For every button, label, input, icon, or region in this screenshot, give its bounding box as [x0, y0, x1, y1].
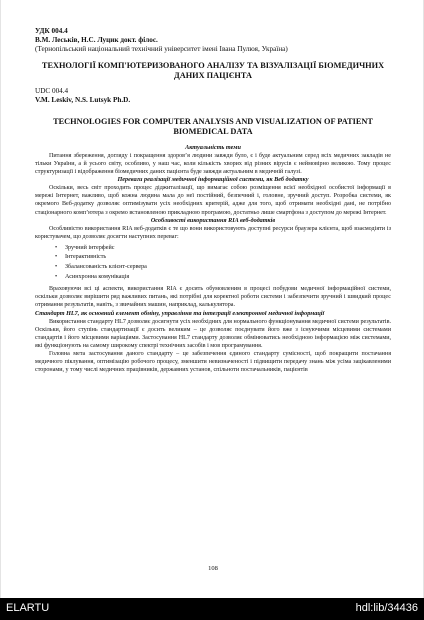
- paragraph-ria-intro: Особливістю використання RIA веб-додатків є те що вони використовують доступні ресурси браузера клієнта, щоб взаємодіяти із користувачем, що дозволяє досягти наступних переваг:: [35, 225, 391, 240]
- list-item: • Інтерактивність: [55, 253, 391, 263]
- list-item: • Збалансованість клієнт-сервера: [55, 263, 391, 273]
- list-item: • Асинхронна комунікація: [55, 273, 391, 283]
- bullet-icon: •: [55, 254, 58, 261]
- authors-ua: В.М. Леськів, Н.С. Луцик докт. філос.: [35, 36, 158, 44]
- udc-code-ua: УДК 004.4: [35, 27, 68, 35]
- repository-footer-bar: [0, 598, 424, 620]
- bullet-icon: •: [55, 244, 58, 251]
- section-heading-hl7: Стандарт HL7, як основний елемент обміну, управління та інтеграції електронної медичної інформації: [35, 309, 325, 317]
- section-heading-web-app: Переваги реалізації медичної інформаційної системи, як Веб додатку: [117, 176, 309, 184]
- bullet-icon: •: [55, 273, 58, 280]
- article-content: [35, 27, 391, 374]
- repository-name: ELARTU: [6, 602, 50, 614]
- ria-advantages-list: [55, 244, 391, 282]
- paragraph-relevance: Питання збереження, догляду і покращення здоров’я людини завжди було, є і буде актуальним серед всіх медичних закладів не тільки України, а й усього світу, особливо, у наш час, коли кількість хворих від різних вірусів є неймовірно великою. Тому процес структуризації і відображення біомедичних даних пацієнта буде завжди актуальним в медичній галузі.: [35, 153, 391, 176]
- udc-code-en: UDC 004.4: [35, 87, 69, 95]
- paragraph-hl7-goal: Головна мета застосування даного стандарту – це забезпечення єдиного стандарту сумісності, щоб покращити постачання медичного піклування, оптимізацію робочого процесу, зменшити невизначеності і підвищити передачу знань між усіма зацікавленими сторонами, у тому числі медичних працівників, державних установ, спільноти постачальників, пацієнтів: [35, 350, 391, 374]
- authors-en: V.M. Leskiv, N.S. Lutsyk Ph.D.: [35, 96, 131, 104]
- paragraph-ria-conclusion: Враховуючи всі ці аспекти, використання RIA є досить обумовленим в процесі побудови медичної інформаційної системи, оскільки дозволяє вирішити ряд важливих питань, які потрібні для коректної роботи системи і забезпечити зручний і швидкий процес отримання результатів, навіть, з звичайних машин, наприклад, калькулятора.: [35, 286, 391, 309]
- section-heading-ria: Особливості використання RIA веб-додатків: [150, 216, 276, 224]
- page-number: 108: [208, 565, 218, 572]
- affiliation-ua: (Тернопільський національний технічний університет імені Івана Пулюя, Україна): [35, 45, 288, 53]
- list-item: • Зручний інтерфейс: [55, 244, 391, 254]
- article-title-en: TECHNOLOGIES FOR COMPUTER ANALYSIS AND VISUALIZATION OF PATIENT BIOMEDICAL DATA: [53, 117, 373, 136]
- section-heading-relevance: Актуальність теми: [185, 144, 241, 151]
- paragraph-hl7-usage: Використання стандарту HL7 дозволяє досягнути усіх необхідних для нормального функціонування медичної системи результатів. Оскільки, його ступінь стандартизації є досить великим – це дозволяє поєднувати його вже з існуючими місцевими системами стандартів і його місцевими варіаціями. Застосування HL7 стандарту дозволяє обмінюватись необхідною інформацією між системами, які функціонують на самому широкому спектрі технічних засобів і мов програмування.: [35, 318, 391, 349]
- paragraph-web-app: Оскільки, весь світ проходить процес діджиталізації, що вимагає собою розміщення всієї необхідної особистої інформації в мережі Інтернет, важливо, щоб кожна людина мала до неї постійний, безпечний і, головне, зручний доступ. Розробка системи, як окремого Веб-додатку дозволяє оптимізувати усіх необхідних критерій, адже для того, щоб отримати необхідні дані, не потрібно стаціонарного комп’ютера з окремо встановленою прикладною програмою, достатньо лише смартфона з доступом до мережі Інтернет.: [35, 185, 391, 216]
- bullet-icon: •: [55, 264, 58, 271]
- article-title-ua: ТЕХНОЛОГІЇ КОМП'ЮТЕРИЗОВАНОГО АНАЛІЗУ ТА ВІЗУАЛІЗАЦІЇ БІОМЕДИЧНИХ ДАНИХ ПАЦІЄНТА: [41, 61, 385, 80]
- handle-id: hdl:lib/34436: [355, 602, 418, 614]
